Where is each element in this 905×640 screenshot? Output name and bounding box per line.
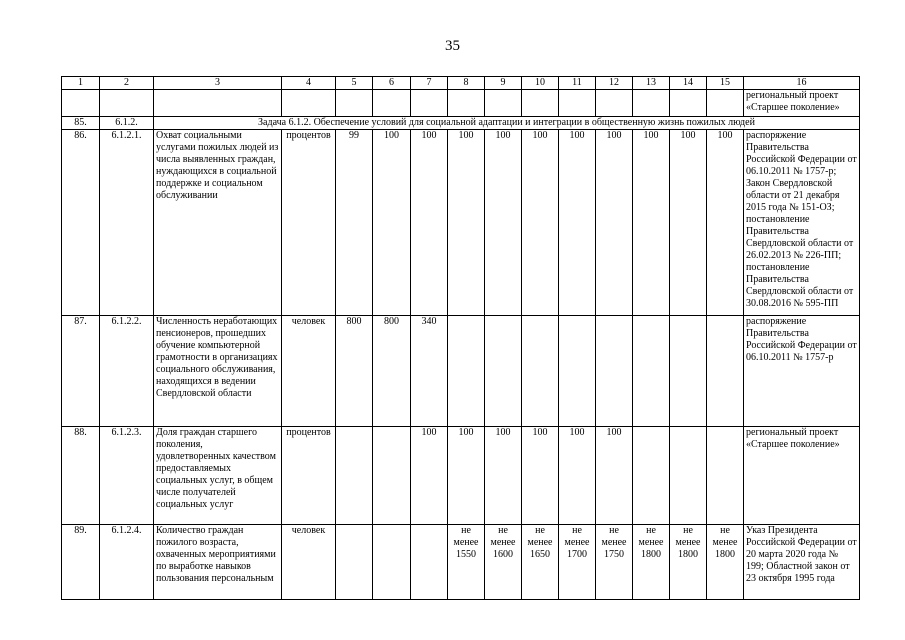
value-cell: 100 bbox=[411, 130, 448, 316]
indicator-name: Численность неработающих пенсионеров, прошедших обучение компьютерной грамотности в организациях социального обслуживания, находящихся в ведении Свердловской области bbox=[154, 316, 282, 427]
task-title: Задача 6.1.2. Обеспечение условий для социальной адаптации и интеграции в общественную жизнь пожилых людей bbox=[154, 117, 860, 130]
col-header: 13 bbox=[633, 77, 670, 90]
value-cell: 100 bbox=[559, 427, 596, 525]
unit-cell: процентов bbox=[282, 130, 336, 316]
col-header: 7 bbox=[411, 77, 448, 90]
value-cell: 100 bbox=[670, 130, 707, 316]
value-cell bbox=[707, 427, 744, 525]
value-cell: 100 bbox=[596, 427, 633, 525]
value-cell: 100 bbox=[522, 427, 559, 525]
value-cell: 100 bbox=[559, 130, 596, 316]
row-number: 89. bbox=[62, 525, 100, 600]
source-cell: региональный проект «Старшее поколение» bbox=[744, 90, 860, 117]
col-header: 9 bbox=[485, 77, 522, 90]
value-cell: не менее 1700 bbox=[559, 525, 596, 600]
value-cell bbox=[670, 427, 707, 525]
col-header: 15 bbox=[707, 77, 744, 90]
source-cell: Указ Президента Российской Федерации от 20 марта 2020 года № 199; Областной закон от 23 октября 1995 года bbox=[744, 525, 860, 600]
value-cell bbox=[411, 525, 448, 600]
value-cell bbox=[485, 316, 522, 427]
col-header: 11 bbox=[559, 77, 596, 90]
value-cell bbox=[336, 427, 373, 525]
value-cell: 100 bbox=[448, 427, 485, 525]
value-cell bbox=[596, 316, 633, 427]
indicator-name: Количество граждан пожилого возраста, охваченных мероприятиями по выработке навыков пользования персональным bbox=[154, 525, 282, 600]
col-header: 4 bbox=[282, 77, 336, 90]
value-cell: 100 bbox=[633, 130, 670, 316]
value-cell bbox=[373, 525, 411, 600]
page-number: 35 bbox=[445, 38, 460, 54]
col-header: 1 bbox=[62, 77, 100, 90]
source-cell: распоряжение Правительства Российской Федерации от 06.10.2011 № 1757-р bbox=[744, 316, 860, 427]
indicators-table bbox=[61, 76, 860, 600]
value-cell: 99 bbox=[336, 130, 373, 316]
row-code: 6.1.2.3. bbox=[100, 427, 154, 525]
row-code: 6.1.2. bbox=[100, 117, 154, 130]
col-header: 2 bbox=[100, 77, 154, 90]
value-cell: 800 bbox=[336, 316, 373, 427]
value-cell bbox=[559, 316, 596, 427]
value-cell: 800 bbox=[373, 316, 411, 427]
row-number: 85. bbox=[62, 117, 100, 130]
unit-cell: человек bbox=[282, 525, 336, 600]
value-cell: 100 bbox=[373, 130, 411, 316]
value-cell: 100 bbox=[485, 130, 522, 316]
row-number: 86. bbox=[62, 130, 100, 316]
value-cell: не менее 1600 bbox=[485, 525, 522, 600]
value-cell: не менее 1800 bbox=[707, 525, 744, 600]
col-header: 6 bbox=[373, 77, 411, 90]
value-cell: 100 bbox=[522, 130, 559, 316]
value-cell bbox=[633, 316, 670, 427]
row-code: 6.1.2.2. bbox=[100, 316, 154, 427]
row-number: 87. bbox=[62, 316, 100, 427]
task-row bbox=[62, 117, 860, 130]
col-header: 10 bbox=[522, 77, 559, 90]
value-cell: 100 bbox=[485, 427, 522, 525]
row-number: 88. bbox=[62, 427, 100, 525]
col-header: 14 bbox=[670, 77, 707, 90]
row-code: 6.1.2.4. bbox=[100, 525, 154, 600]
indicator-name: Доля граждан старшего поколения, удовлетворенных качеством предоставляемых социальных услуг, в общем числе получателей социальных услуг bbox=[154, 427, 282, 525]
value-cell: не менее 1750 bbox=[596, 525, 633, 600]
value-cell bbox=[522, 316, 559, 427]
table-row bbox=[62, 427, 860, 525]
value-cell bbox=[373, 427, 411, 525]
value-cell bbox=[633, 427, 670, 525]
value-cell: 340 bbox=[411, 316, 448, 427]
value-cell: не менее 1650 bbox=[522, 525, 559, 600]
table-row bbox=[62, 316, 860, 427]
col-header: 8 bbox=[448, 77, 485, 90]
source-cell: распоряжение Правительства Российской Федерации от 06.10.2011 № 1757-р; Закон Свердловской области от 21 декабря 2015 года № 151-ОЗ; постановление Правительства Свердловской области от 26.02.2013 № 226-ПП; постановление Правительства Свердловской области от 30.08.2016 № 595-ПП bbox=[744, 130, 860, 316]
unit-cell: процентов bbox=[282, 427, 336, 525]
col-header: 3 bbox=[154, 77, 282, 90]
value-cell: не менее 1800 bbox=[633, 525, 670, 600]
col-header: 5 bbox=[336, 77, 373, 90]
row-code: 6.1.2.1. bbox=[100, 130, 154, 316]
value-cell: 100 bbox=[596, 130, 633, 316]
value-cell: 100 bbox=[707, 130, 744, 316]
col-header: 16 bbox=[744, 77, 860, 90]
value-cell: не менее 1800 bbox=[670, 525, 707, 600]
value-cell bbox=[707, 316, 744, 427]
source-cell: региональный проект «Старшее поколение» bbox=[744, 427, 860, 525]
header-row bbox=[62, 77, 860, 90]
value-cell: 100 bbox=[411, 427, 448, 525]
table-row bbox=[62, 525, 860, 600]
value-cell: не менее 1550 bbox=[448, 525, 485, 600]
continuation-row bbox=[62, 90, 860, 117]
value-cell bbox=[670, 316, 707, 427]
value-cell bbox=[448, 316, 485, 427]
value-cell bbox=[336, 525, 373, 600]
indicator-name: Охват социальными услугами пожилых людей из числа выявленных граждан, нуждающихся в социальной поддержке и социальном обслуживании bbox=[154, 130, 282, 316]
col-header: 12 bbox=[596, 77, 633, 90]
unit-cell: человек bbox=[282, 316, 336, 427]
value-cell: 100 bbox=[448, 130, 485, 316]
table-row bbox=[62, 130, 860, 316]
